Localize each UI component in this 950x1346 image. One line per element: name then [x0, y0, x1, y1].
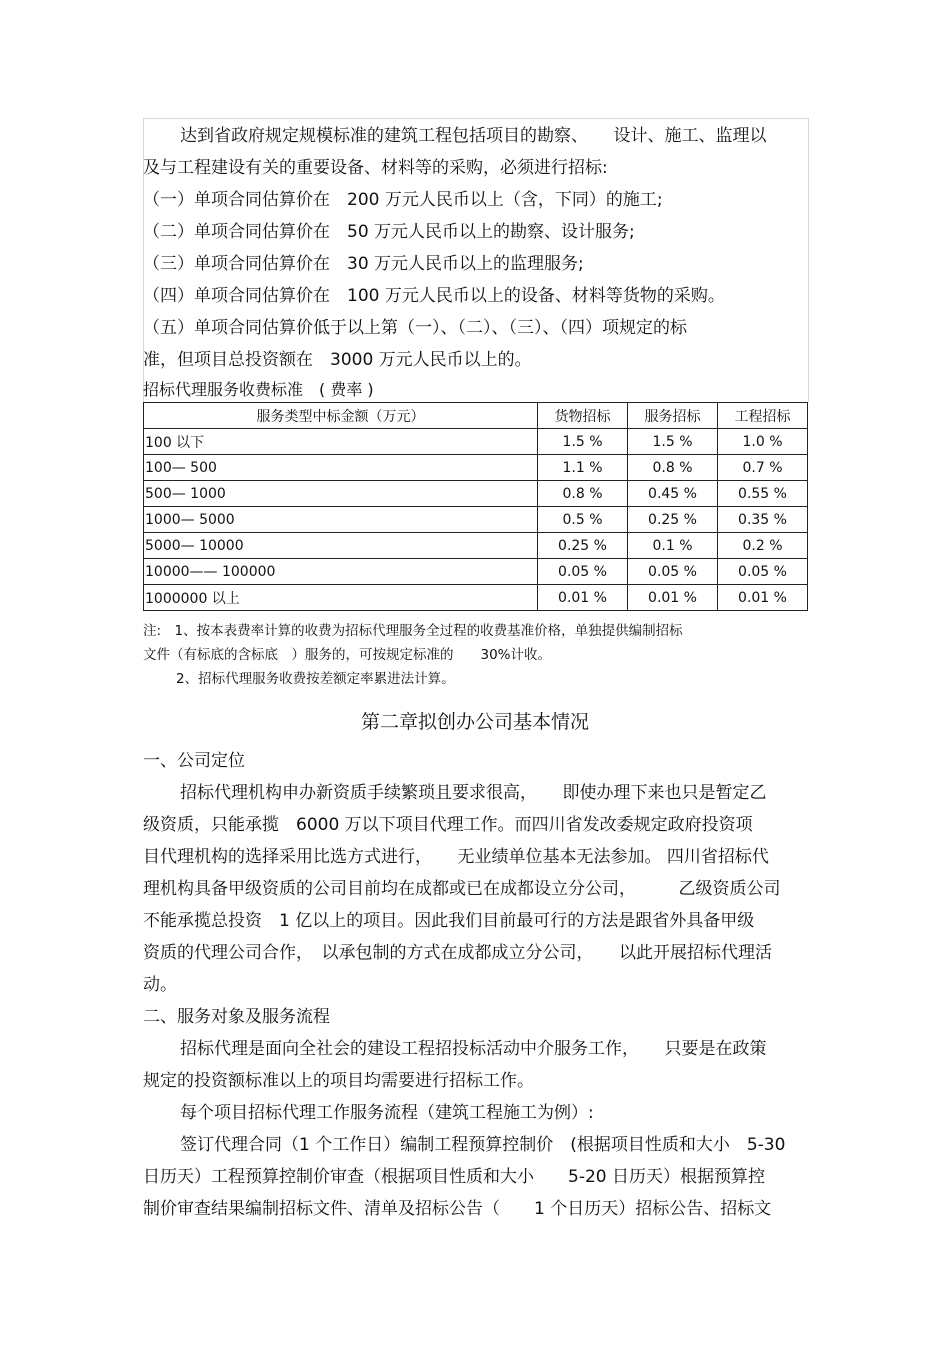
flow-title: 每个项目招标代理工作服务流程（建筑工程施工为例）:: [180, 1103, 594, 1123]
section-1-line: 资质的代理公司合作， 以承包制的方式在成都成立分公司， 以此开展招标代理活: [143, 943, 772, 963]
table-cell: 1.1 %: [538, 455, 628, 481]
table-cell: 500— 1000: [144, 481, 538, 507]
section-2-heading: 二、服务对象及服务流程: [143, 1007, 330, 1027]
table-cell: 100 以下: [144, 429, 538, 455]
header-cell: 服务类型中标金额（万元）: [144, 403, 538, 429]
rule-item-2: （二）单项合同估算价在 50 万元人民币以上的勘察、设计服务;: [143, 222, 635, 242]
fee-table-caption: 招标代理服务收费标准 ( 费率 ): [143, 380, 374, 399]
section-1-line: 目代理机构的选择采用比选方式进行， 无业绩单位基本无法参加。 四川省招标代: [143, 847, 769, 867]
table-note-1-cont: 文件（有标底的含标底 ）服务的，可按规定标准的 30%计收。: [143, 647, 552, 663]
section-1-line: 理机构具备甲级资质的公司目前均在成都或已在成都设立分公司， 乙级资质公司: [143, 879, 781, 899]
table-cell: 0.01 %: [538, 585, 628, 611]
section-1-line: 不能承揽总投资 1 亿以上的项目。因此我们目前最可行的方法是跟省外具备甲级: [143, 911, 755, 931]
table-cell: 0.7 %: [718, 455, 808, 481]
table-row: [144, 585, 808, 611]
table-cell: 5000— 10000: [144, 533, 538, 559]
table-cell: 1.0 %: [718, 429, 808, 455]
table-cell: 0.25 %: [628, 507, 718, 533]
table-cell: 0.35 %: [718, 507, 808, 533]
table-cell: 10000—— 100000: [144, 559, 538, 585]
flow-line: 签订代理合同（1 个工作日）编制工程预算控制价 (根据项目性质和大小 5-30: [180, 1135, 786, 1155]
table-cell: 0.45 %: [628, 481, 718, 507]
flow-line: 制价审查结果编制招标文件、清单及招标公告（ 1 个日历天）招标公告、招标文: [143, 1199, 772, 1219]
table-note-2: 2、招标代理服务收费按差额定率累进法计算。: [176, 671, 455, 687]
table-cell: 0.25 %: [538, 533, 628, 559]
section-1-line: 招标代理机构申办新资质手续繁琐且要求很高， 即使办理下来也只是暂定乙: [180, 783, 767, 803]
table-cell: 0.05 %: [628, 559, 718, 585]
table-cell: 0.1 %: [628, 533, 718, 559]
table-cell: 0.05 %: [538, 559, 628, 585]
section-2-line: 招标代理是面向全社会的建设工程招投标活动中介服务工作， 只要是在政策: [180, 1039, 767, 1059]
table-cell: 0.05 %: [718, 559, 808, 585]
table-cell: 1.5 %: [538, 429, 628, 455]
section-1-line: 动。: [143, 975, 177, 995]
table-row: [144, 559, 808, 585]
table-cell: 1000000 以上: [144, 585, 538, 611]
section-2-line: 规定的投资额标准以上的项目均需要进行招标工作。: [143, 1071, 534, 1091]
table-note-1: 注: 1、按本表费率计算的收费为招标代理服务全过程的收费基准价格，单独提供编制招标: [143, 623, 683, 639]
rule-item-5: （五）单项合同估算价低于以上第（一）、（二）、（三）、（四）项规定的标: [143, 318, 687, 338]
table-row: [144, 481, 808, 507]
header-cell: 货物招标: [538, 403, 628, 429]
table-cell: 0.2 %: [718, 533, 808, 559]
table-cell: 0.01 %: [628, 585, 718, 611]
table-row: [144, 429, 808, 455]
table-row: [144, 533, 808, 559]
table-cell: 1000— 5000: [144, 507, 538, 533]
rule-item-3: （三）单项合同估算价在 30 万元人民币以上的监理服务;: [143, 254, 584, 274]
table-row: [144, 507, 808, 533]
rule-item-5-cont: 准，但项目总投资额在 3000 万元人民币以上的。: [143, 350, 532, 370]
intro-line-2: 及与工程建设有关的重要设备、材料等的采购，必须进行招标:: [143, 158, 608, 178]
table-header-row: [144, 403, 808, 429]
flow-line: 日历天）工程预算控制价审查（根据项目性质和大小 5-20 日历天）根据预算控: [143, 1167, 765, 1187]
table-row: [144, 455, 808, 481]
table-cell: 0.5 %: [538, 507, 628, 533]
header-cell: 工程招标: [718, 403, 808, 429]
table-cell: 100— 500: [144, 455, 538, 481]
table-cell: 1.5 %: [628, 429, 718, 455]
section-1-heading: 一、公司定位: [143, 751, 245, 771]
chapter-title: 第二章拟创办公司基本情况: [360, 711, 589, 733]
table-cell: 0.01 %: [718, 585, 808, 611]
intro-line-1: 达到省政府规定规模标准的建筑工程包括项目的勘察、 设计、施工、监理以: [180, 126, 767, 146]
table-cell: 0.8 %: [628, 455, 718, 481]
rule-item-1: （一）单项合同估算价在 200 万元人民币以上（含，下同）的施工;: [143, 190, 663, 210]
table-cell: 0.55 %: [718, 481, 808, 507]
header-cell: 服务招标: [628, 403, 718, 429]
table-cell: 0.8 %: [538, 481, 628, 507]
rule-item-4: （四）单项合同估算价在 100 万元人民币以上的设备、材料等货物的采购。: [143, 286, 725, 306]
section-1-line: 级资质，只能承揽 6000 万以下项目代理工作。而四川省发改委规定政府投资项: [143, 815, 753, 835]
fee-table: [143, 402, 808, 611]
